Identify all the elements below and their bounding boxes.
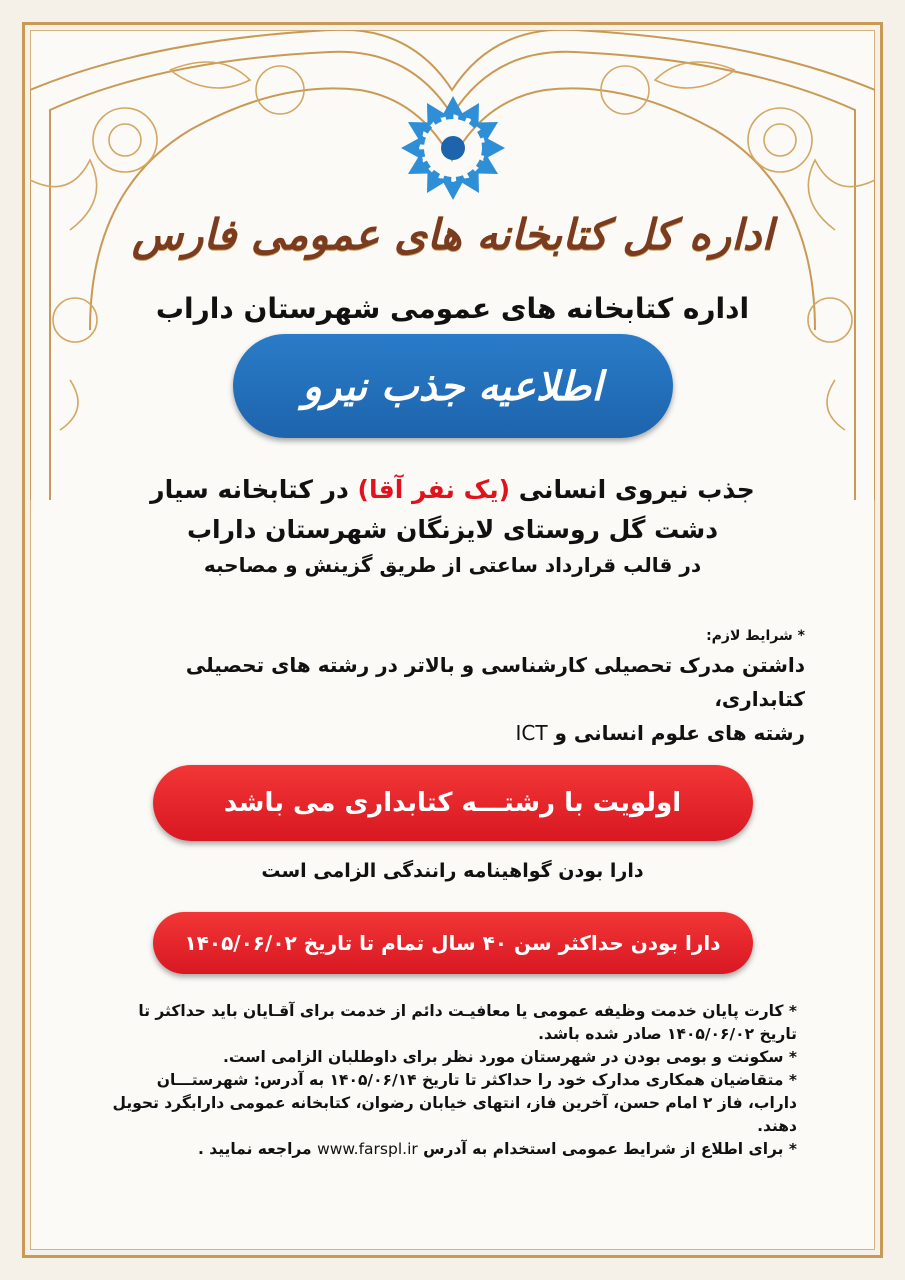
headline-line1-post: در کتابخانه سیار bbox=[150, 475, 358, 504]
note-submission-address: * متقاضیان همکاری مدارک خود را حداکثر تا تاریخ ۱۴۰۵/۰۶/۱۴ به آدرس: شهرستـــان داراب، فاز ۲ امام حسن، آخرین فاز، انتهای خیابان رضوان، کتابخانه عمومی دارابگرد تحویل دهند. bbox=[112, 1071, 797, 1135]
requirements-ict: ICT bbox=[515, 721, 548, 745]
logo-text: اداره کل کتابخانه های عمومی فارس bbox=[131, 210, 774, 259]
requirements-body bbox=[100, 648, 805, 750]
headline-line1-pre: جذب نیروی انسانی bbox=[510, 475, 755, 504]
announcement-banner bbox=[233, 334, 673, 438]
poster-content bbox=[40, 0, 865, 1280]
age-banner: دارا بودن حداکثر سن ۴۰ سال تمام تا تاریخ ۱۴۰۵/۰۶/۰۲ bbox=[153, 912, 753, 974]
priority-banner: اولویت با رشتـــه کتابداری می باشد bbox=[153, 765, 753, 841]
office-title: اداره کتابخانه های عمومی شهرستان داراب bbox=[155, 292, 750, 325]
announcement-banner-text: اطلاعیه جذب نیرو bbox=[302, 362, 603, 410]
library-flower-logo-icon bbox=[393, 88, 513, 208]
website-link[interactable]: www.farspl.ir bbox=[317, 1140, 418, 1158]
requirements-line1: داشتن مدرک تحصیلی کارشناسی و بالاتر در رشته های تحصیلی کتابداری، bbox=[185, 653, 805, 711]
headline-line3: در قالب قرارداد ساعتی از طریق گزینش و مصاحبه bbox=[203, 553, 702, 577]
requirements-title: * شرایط لازم: bbox=[706, 628, 805, 644]
note-military-card: * کارت پایان خدمت وظیفه عمومی یا معافیـت دائم از خدمت برای آقـایان باید حداکثر تا تاریخ ۱۴۰۵/۰۶/۰۲ صادر شده باشد. bbox=[138, 1002, 797, 1043]
requirements bbox=[100, 628, 805, 750]
headline-highlight: (یک نفر آقا) bbox=[357, 475, 511, 504]
note-website bbox=[108, 1138, 797, 1161]
license-text: دارا بودن گواهینامه رانندگی الزامی است bbox=[261, 860, 644, 882]
note-website-post: مراجعه نمایید . bbox=[197, 1140, 318, 1158]
note-residency: * سکونت و بومی بودن در شهرستان مورد نظر برای داوطلبان الزامی است. bbox=[222, 1048, 797, 1066]
notes bbox=[108, 1000, 797, 1161]
requirements-line2: رشته های علوم انسانی و bbox=[547, 721, 805, 745]
headline bbox=[120, 470, 785, 580]
headline-line2: دشت گل روستای لایزنگان شهرستان داراب bbox=[186, 515, 719, 544]
note-website-pre: * برای اطلاع از شرایط عمومی استخدام به آدرس bbox=[417, 1140, 797, 1158]
